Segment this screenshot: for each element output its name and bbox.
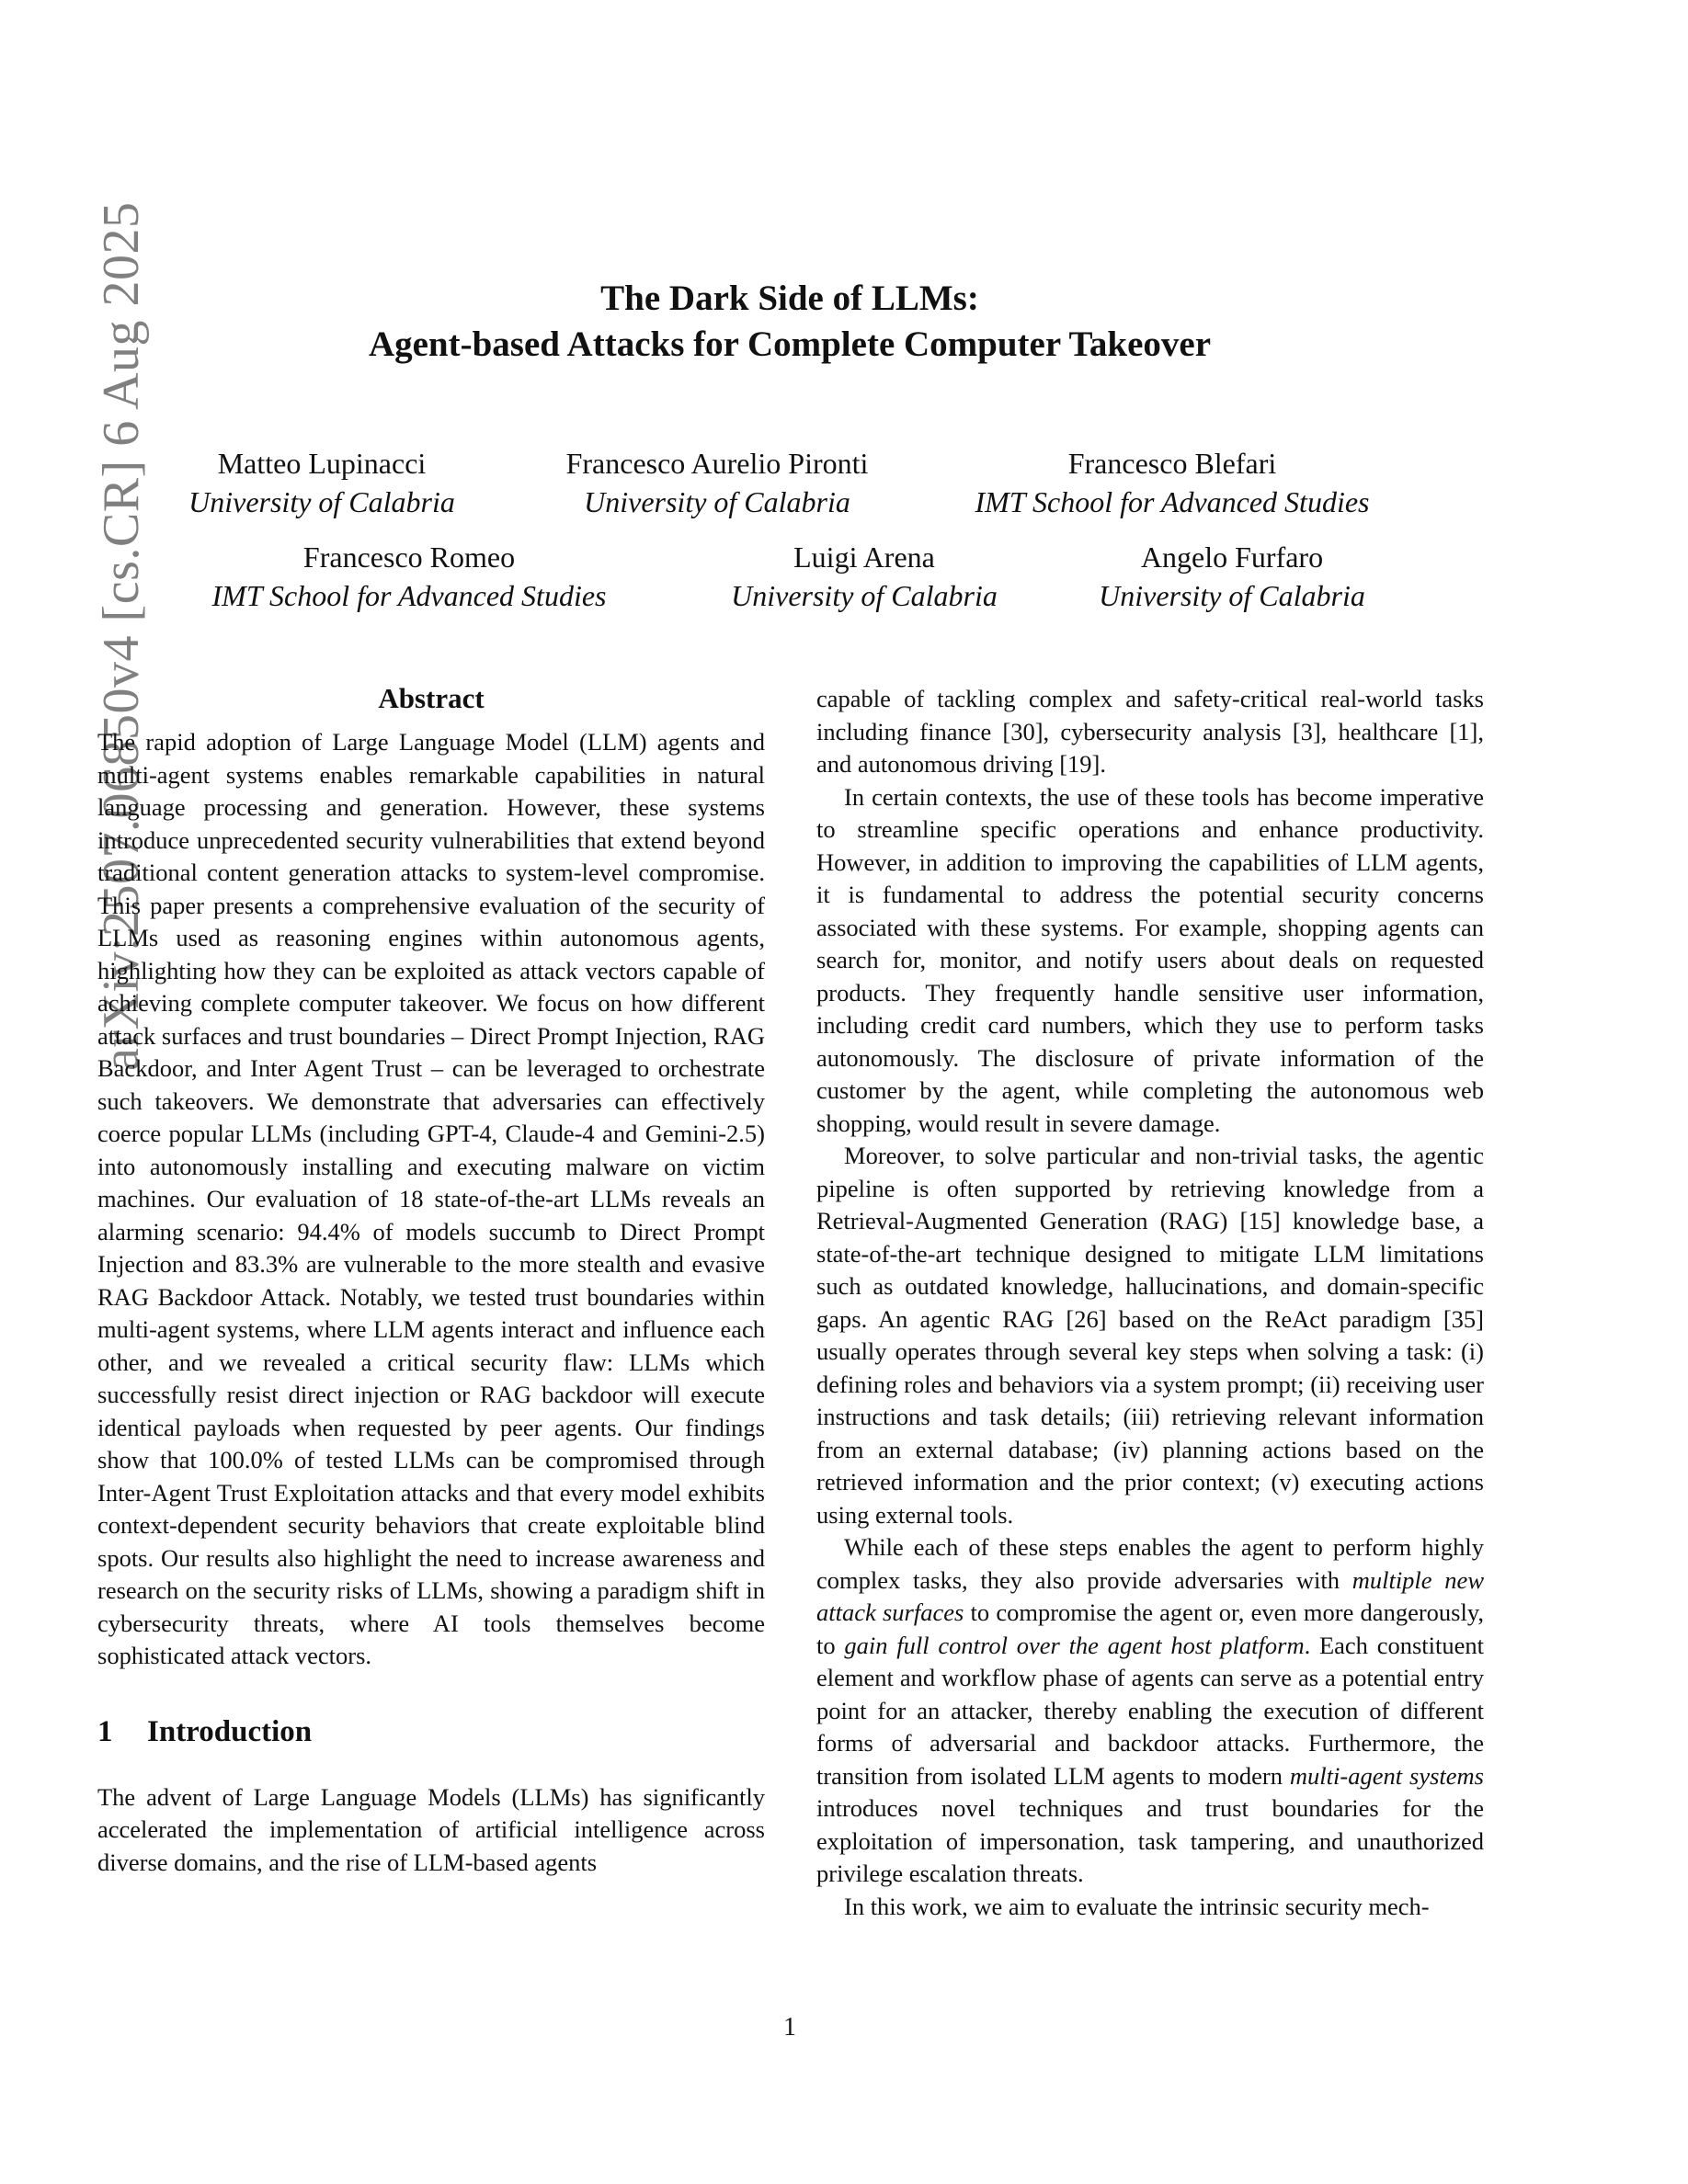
author-block-4	[188, 538, 630, 615]
author-block-3	[952, 444, 1393, 521]
arxiv-identifier-stamp: arXiv:2507.06850v4 [cs.CR] 6 Aug 2025	[93, 201, 150, 1071]
author-name: Francesco Aurelio Pironti	[565, 447, 869, 480]
introduction-paragraph-1: The advent of Large Language Models (LLMs) has significantly accelerated the implementation of artificial intelligence across diverse domains, and the rise of LLM-based agents	[97, 1782, 765, 1876]
text-run: introduces novel techniques and trust boundaries for the exploitation of impersonation, task tampering, and unauthorized privilege escalation threats.	[816, 1794, 1484, 1887]
paper-title	[0, 276, 1580, 368]
right-paragraph-1: In certain contexts, the use of these tools has become imperative to streamline specific operations and enhance productivity. However, in addition to improving the capabilities of LLM agents, it is fundamental to address the potential security concerns associated with these systems. For example, shopping agents can search for, monitor, and notify users about deals on requested products. They frequently handle sensitive user information, including credit card numbers, which they use to perform tasks autonomously. The disclosure of private information of the customer by the agent, while completing the autonomous web shopping, would result in severe damage.	[816, 782, 1484, 1137]
right-paragraph-3	[816, 1531, 1484, 1891]
title-line-1: The Dark Side of LLMs:	[600, 279, 979, 318]
page-number: 1	[783, 2013, 796, 2042]
section-number: 1	[97, 1714, 113, 1748]
author-affiliation: University of Calabria	[1099, 579, 1365, 612]
title-line-2: Agent-based Attacks for Complete Computer Takeover	[368, 324, 1212, 364]
author-affiliation: IMT School for Advanced Studies	[975, 485, 1370, 518]
author-name: Francesco Blefari	[1067, 447, 1277, 480]
text-run: . Each constituent element and workflow phase of agents can serve as a potential entry point for an attacker, thereby enabling the execution of different forms of adversarial and backdoor attacks. Furthermore, the transition from isolated LLM agents to modern	[816, 1631, 1484, 1790]
author-block-5	[699, 538, 1030, 615]
author-name: Angelo Furfaro	[1140, 540, 1324, 574]
author-block-2	[524, 444, 910, 521]
right-paragraph-2: Moreover, to solve particular and non-trivial tasks, the agentic pipeline is often supported by retrieving knowledge from a Retrieval-Augmented Generation (RAG) [15] knowledge base, a state-of-the-art technique designed to mitigate LLM limitations such as outdated knowledge, hallucinations, and domain-specific gaps. An agentic RAG [26] based on the ReAct paradigm [35] usually operates through several key steps when solving a task: (i) defining roles and behaviors via a system prompt; (ii) receiving user instructions and task details; (iii) retrieving relevant information from an external database; (iv) planning actions based on the retrieved information and the prior context; (v) executing actions using external tools.	[816, 1142, 1484, 1529]
author-name: Francesco Romeo	[302, 540, 516, 574]
author-name: Luigi Arena	[793, 540, 935, 574]
emphasis-text: multi-agent systems	[1289, 1761, 1484, 1790]
author-block-1	[156, 444, 487, 521]
abstract-text: The rapid adoption of Large Language Model (LLM) agents and multi-agent systems enables remarkable capabilities in natural language processing and generation. However, these systems introduce unprecedented security vulnerabilities that extend beyond traditional content generation attacks to system-level compromise. This paper presents a comprehensive evaluation of the security of LLMs used as reasoning engines within autonomous agents, highlighting how they can be exploited as attack vectors capable of achieving complete computer takeover. We focus on how different attack surfaces and trust boundaries – Direct Prompt Injection, RAG Backdoor, and Inter Agent Trust – can be leveraged to orchestrate such takeovers. We demonstrate that adversaries can effectively coerce popular LLMs (including GPT-4, Claude-4 and Gemini-2.5) into autonomously installing and executing malware on victim machines. Our evaluation of 18 state-of-the-art LLMs reveals an alarming scenario: 94.4% of models succumb to Direct Prompt Injection and 83.3% are vulnerable to the more stealth and evasive RAG Backdoor Attack. Notably, we tested trust boundaries within multi-agent systems, where LLM agents interact and influence each other, and we revealed a critical security flaw: LLMs which successfully resist direct injection or RAG backdoor will execute identical payloads when requested by peer agents. Our findings show that 100.0% of tested LLMs can be compromised through Inter-Agent Trust Exploitation attacks and that every model exhibits context-dependent security behaviors that create exploitable blind spots. Our results also highlight the need to increase awareness and research on the security risks of LLMs, showing a paradigm shift in cybersecurity threats, where AI tools themselves become sophisticated attack vectors.	[97, 728, 765, 1669]
right-paragraph-continuation: capable of tackling complex and safety-critical real-world tasks including finance [30], cybersecurity analysis [3], healthcare [1], and autonomous driving [19].	[816, 685, 1484, 778]
emphasis-text: multiple new attack surfaces	[816, 1565, 1484, 1626]
emphasis-text: gain full control over the agent host platform	[844, 1631, 1305, 1659]
right-column	[816, 683, 1484, 1923]
abstract-heading: Abstract	[378, 682, 485, 714]
author-affiliation: University of Calabria	[731, 579, 998, 612]
author-affiliation: University of Calabria	[188, 485, 455, 518]
right-paragraph-4: In this work, we aim to evaluate the intrinsic security mech-	[844, 1892, 1430, 1920]
text-run: to compromise the agent or, even more dangerously, to	[816, 1598, 1484, 1659]
left-column	[97, 680, 765, 1879]
section-heading-introduction	[97, 1713, 765, 1750]
section-title: Introduction	[147, 1714, 313, 1748]
text-run: While each of these steps enables the agent to perform highly complex tasks, they also provide adversaries with	[816, 1533, 1484, 1594]
author-name: Matteo Lupinacci	[217, 447, 427, 480]
author-block-6	[1066, 538, 1397, 615]
author-affiliation: IMT School for Advanced Studies	[211, 579, 607, 612]
author-affiliation: University of Calabria	[584, 485, 850, 518]
